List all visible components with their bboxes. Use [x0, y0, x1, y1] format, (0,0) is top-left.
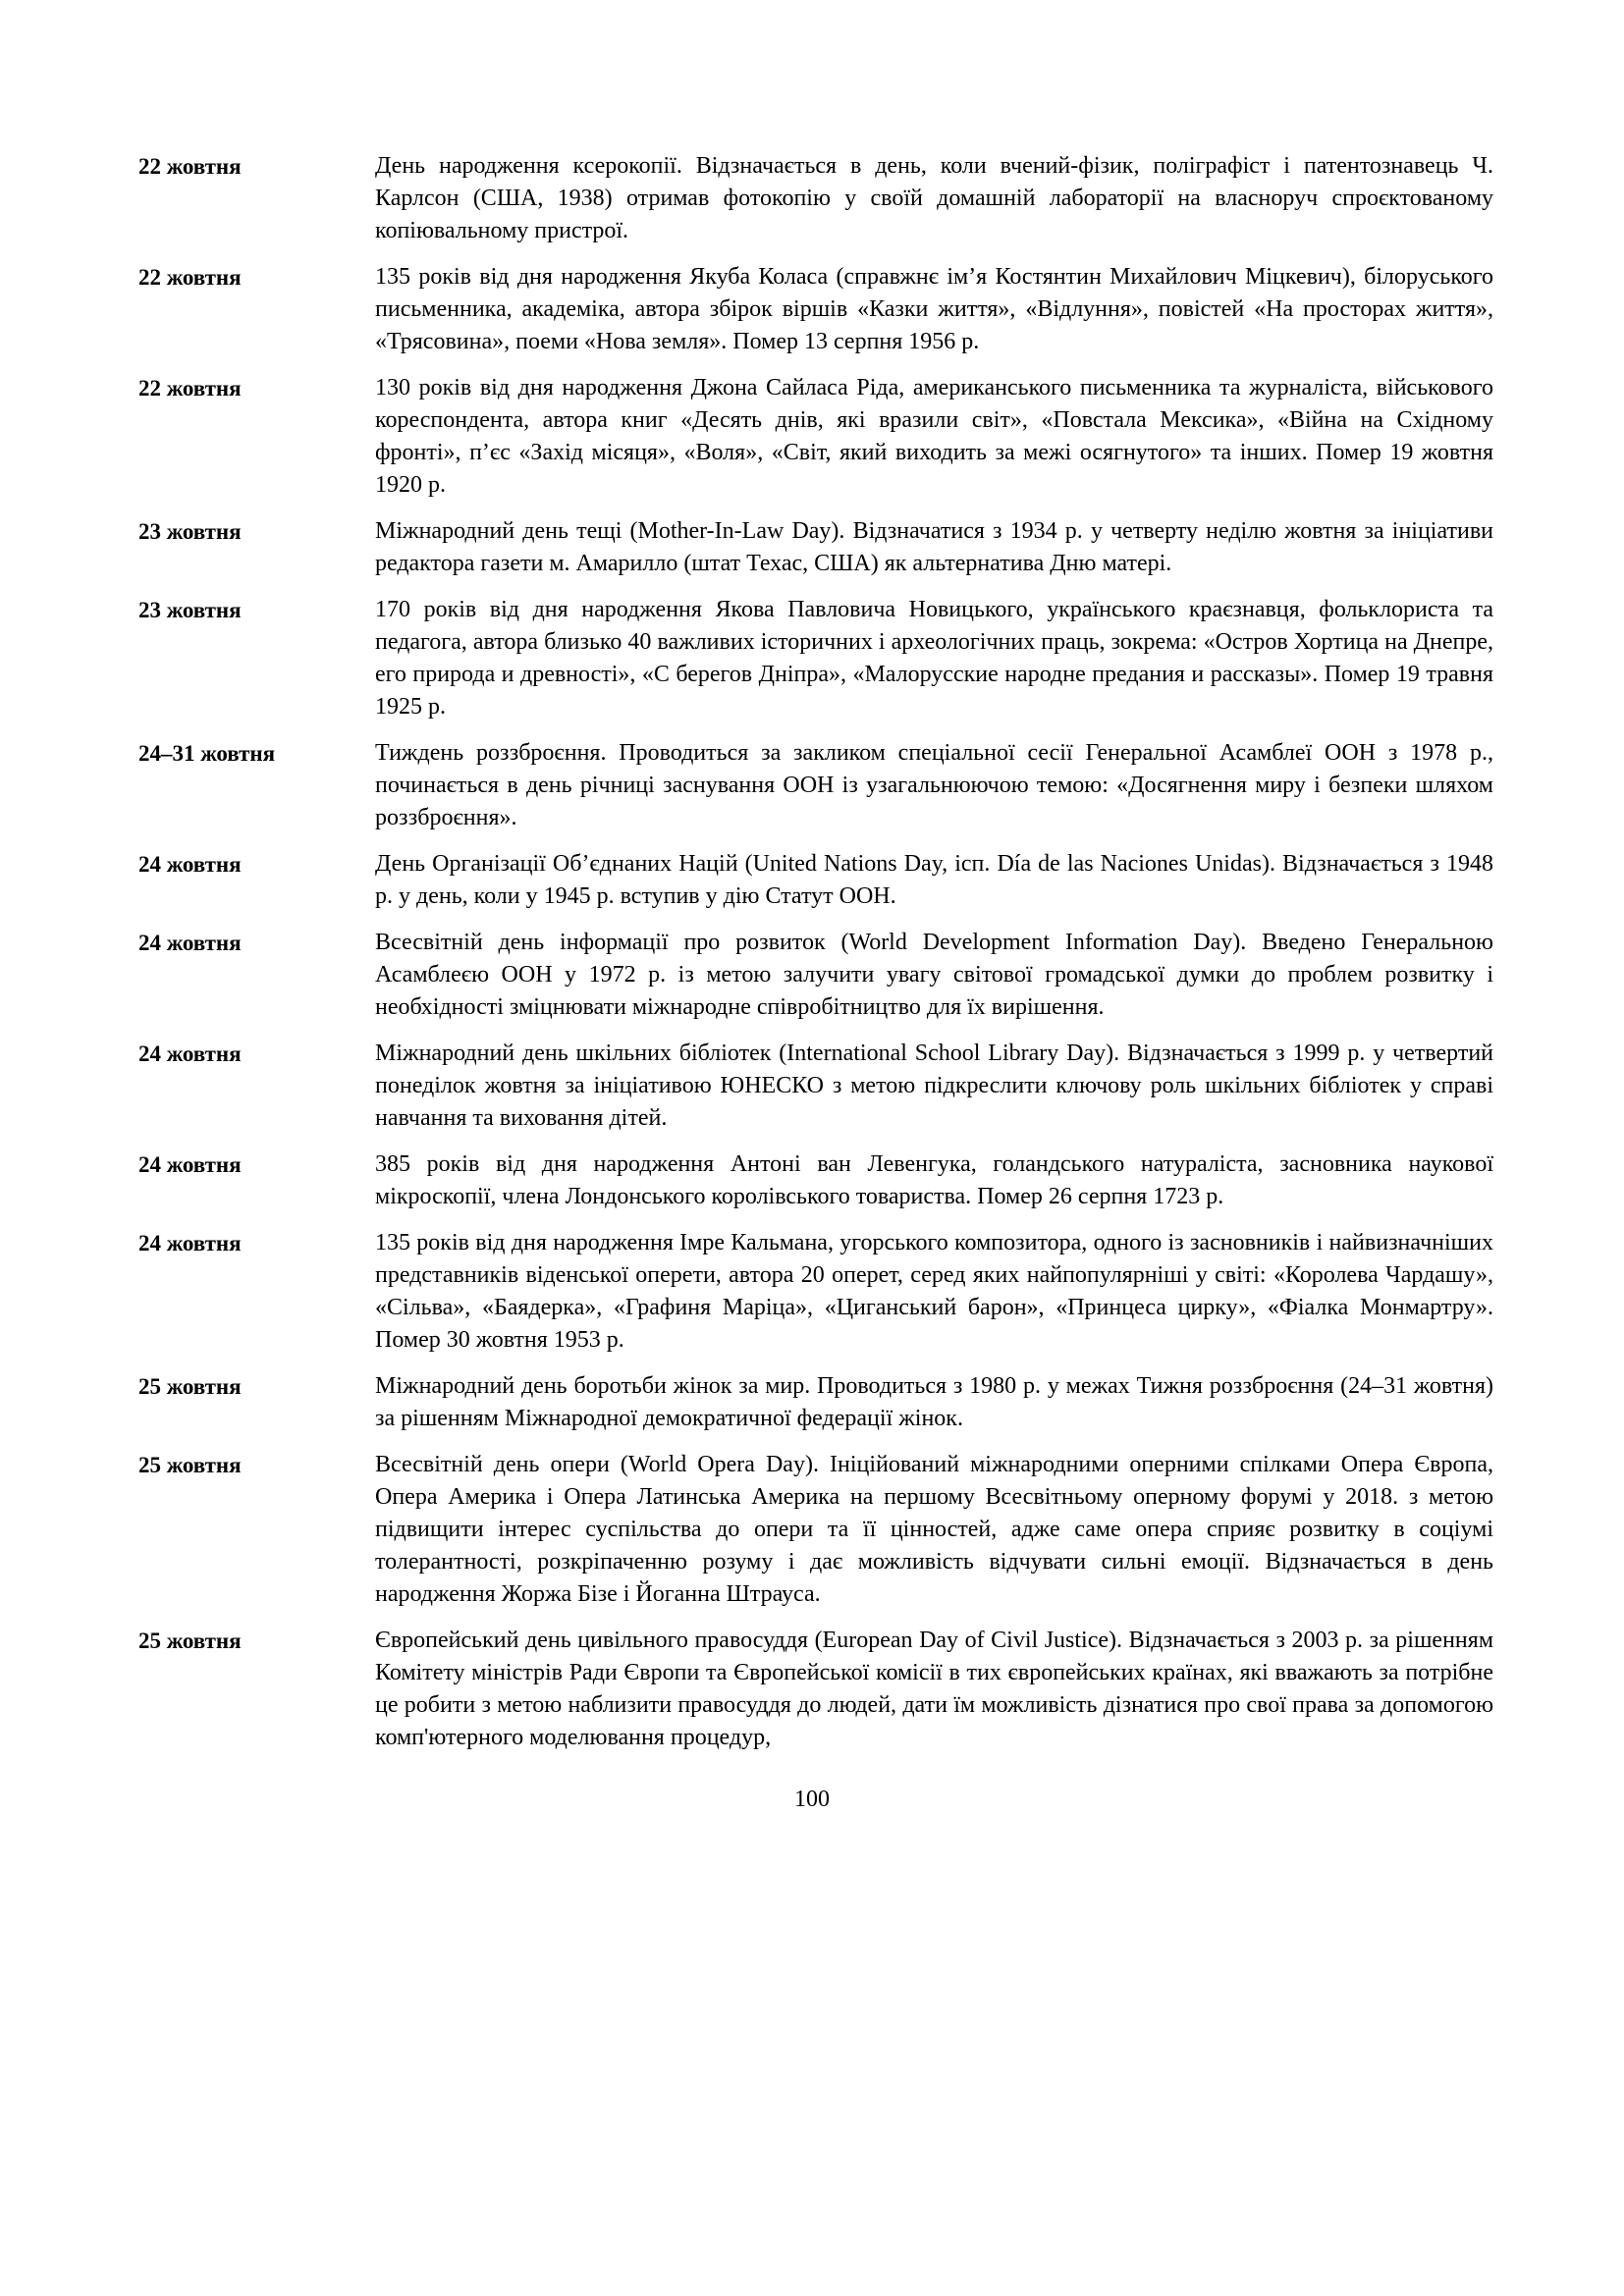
calendar-entry [138, 737, 1493, 834]
entry-text: 135 років від дня народження Якуба Коласа (справжнє ім’я Костянтин Михайлович Міцкевич), білоруського письменника, академіка, автора збірок віршів «Казки життя», «Відлуння», повістей «На просторах життя», «Трясовина», поеми «Нова земля». Помер 13 серпня 1956 р. [375, 264, 1493, 354]
calendar-entry [138, 594, 1493, 723]
entry-date: 23 жовтня [138, 598, 242, 622]
entry-text: 170 років від дня народження Якова Павловича Новицького, українського краєзнавця, фольклориста та педагога, автора близько 40 важливих історичних і археологічних праць, зокрема: «Остров Хортица на Днепре, его природа и древності», «С берегов Дніпра», «Малорусские народне предания и рассказы». Помер 19 травня 1925 р. [375, 597, 1493, 720]
entry-date: 24 жовтня [138, 1152, 242, 1177]
calendar-entry [138, 1038, 1493, 1135]
page-number: 100 [794, 1787, 830, 1812]
entry-text: Міжнародний день боротьби жінок за мир. Проводиться з 1980 р. у межах Тижня роззброєння (24–31 жовтня) за рішенням Міжнародної демократичної федерації жінок. [375, 1373, 1493, 1431]
calendar-entry [138, 150, 1493, 247]
entry-date: 24 жовтня [138, 1041, 242, 1066]
calendar-entry [138, 1148, 1493, 1213]
entry-text: Міжнародний день тещі (Mother-In-Law Day). Відзначатися з 1934 р. у четверту неділю жовтня за ініціативи редактора газети м. Амарилло (штат Техас, США) як альтернатива Дню матері. [375, 518, 1493, 576]
entry-date: 24 жовтня [138, 931, 242, 955]
entry-date: 25 жовтня [138, 1629, 242, 1653]
calendar-entry [138, 515, 1493, 580]
entry-text: Тиждень роззброєння. Проводиться за закликом спеціальної сесії Генеральної Асамблеї ООН з 1978 р., починається в день річниці заснування ООН із узагальнюючою темою: «Досягнення миру і безпеки шляхом роззброєння». [375, 740, 1493, 830]
calendar-entry [138, 848, 1493, 913]
entry-text: Європейський день цивільного правосуддя (European Day of Civil Justice). Відзначається з 2003 р. за рішенням Комітету міністрів Ради Європи та Європейської комісії в тих європейських країнах, які вважають за потрібне це робити з метою наблизити правосуддя до людей, дати їм можливість дізнатися про свої права за допомогою комп'ютерного моделювання процедур, [375, 1628, 1493, 1750]
entry-date: 24–31 жовтня [138, 741, 276, 766]
entry-text: 385 років від дня народження Антоні ван Левенгука, голандського натураліста, засновника наукової мікроскопії, члена Лондонського королівського товариства. Помер 26 серпня 1723 р. [375, 1151, 1493, 1209]
entry-date: 22 жовтня [138, 265, 242, 290]
calendar-entries [138, 150, 1493, 1768]
calendar-entry [138, 1449, 1493, 1611]
entry-text: Міжнародний день шкільних бібліотек (International School Library Day). Відзначається з 1999 р. у четвертий понеділок жовтня за ініціативою ЮНЕСКО з метою підкреслити ключову роль шкільних бібліотек у справі навчання та виховання дітей. [375, 1041, 1493, 1131]
entry-date: 25 жовтня [138, 1453, 242, 1477]
entry-date: 22 жовтня [138, 376, 242, 400]
entry-text: День народження ксерокопії. Відзначається в день, коли вчений-фізик, поліграфіст і патентознавець Ч. Карлсон (США, 1938) отримав фотокопію у своїй домашній лабораторії на власноруч спроєктованому копіювальному пристрої. [375, 153, 1493, 243]
calendar-entry [138, 1370, 1493, 1435]
entry-text: Всесвітній день опери (World Opera Day). Ініційований міжнародними оперними спілками Опера Європа, Опера Америка і Опера Латинська Америка на першому Всесвітньому оперному форумі у 2018. з метою підвищити інтерес суспільства до опери та її цінностей, адже саме опера сприяє розвитку в соціумі толерантності, розкріпаченню розуму і дає можливість відчувати сильні емоції. Відзначається в день народження Жоржа Бізе і Йоганна Штрауса. [375, 1452, 1493, 1607]
calendar-entry [138, 1227, 1493, 1357]
entry-date: 25 жовтня [138, 1374, 242, 1399]
entry-date: 23 жовтня [138, 519, 242, 544]
entry-date: 22 жовтня [138, 154, 242, 179]
entry-text: Всесвітній день інформації про розвиток (World Development Information Day). Введено Генеральною Асамблеєю ООН у 1972 р. із метою залучити увагу світової громадської думки до проблем розвитку і необхідності зміцнювати міжнародне співробітництво для їх вирішення. [375, 930, 1493, 1020]
calendar-entry [138, 927, 1493, 1024]
entry-text: 135 років від дня народження Імре Кальмана, угорського композитора, одного із засновників і найвизначніших представників віденської оперети, автора 20 оперет, серед яких найпопулярніші у світі: «Королева Чардашу», «Сільва», «Баядерка», «Графиня Маріца», «Циганський барон», «Принцеса цирку», «Фіалка Монмартру». Помер 30 жовтня 1953 р. [375, 1230, 1493, 1353]
calendar-entry [138, 1625, 1493, 1754]
entry-text: 130 років від дня народження Джона Сайласа Ріда, американського письменника та журналіста, військового кореспондента, автора книг «Десять днів, які вразили світ», «Повстала Мексика», «Війна на Східному фронті», п’єс «Захід місяця», «Воля», «Світ, який виходить за межі осягнутого» та інших. Помер 19 жовтня 1920 р. [375, 375, 1493, 498]
entry-text: День Організації Об’єднаних Націй (United Nations Day, ісп. Día de las Naciones Unidas). Відзначається з 1948 р. у день, коли у 1945 р. вступив у дію Статут ООН. [375, 851, 1493, 909]
calendar-entry [138, 372, 1493, 502]
entry-date: 24 жовтня [138, 1231, 242, 1255]
entry-date: 24 жовтня [138, 852, 242, 877]
calendar-entry [138, 261, 1493, 358]
